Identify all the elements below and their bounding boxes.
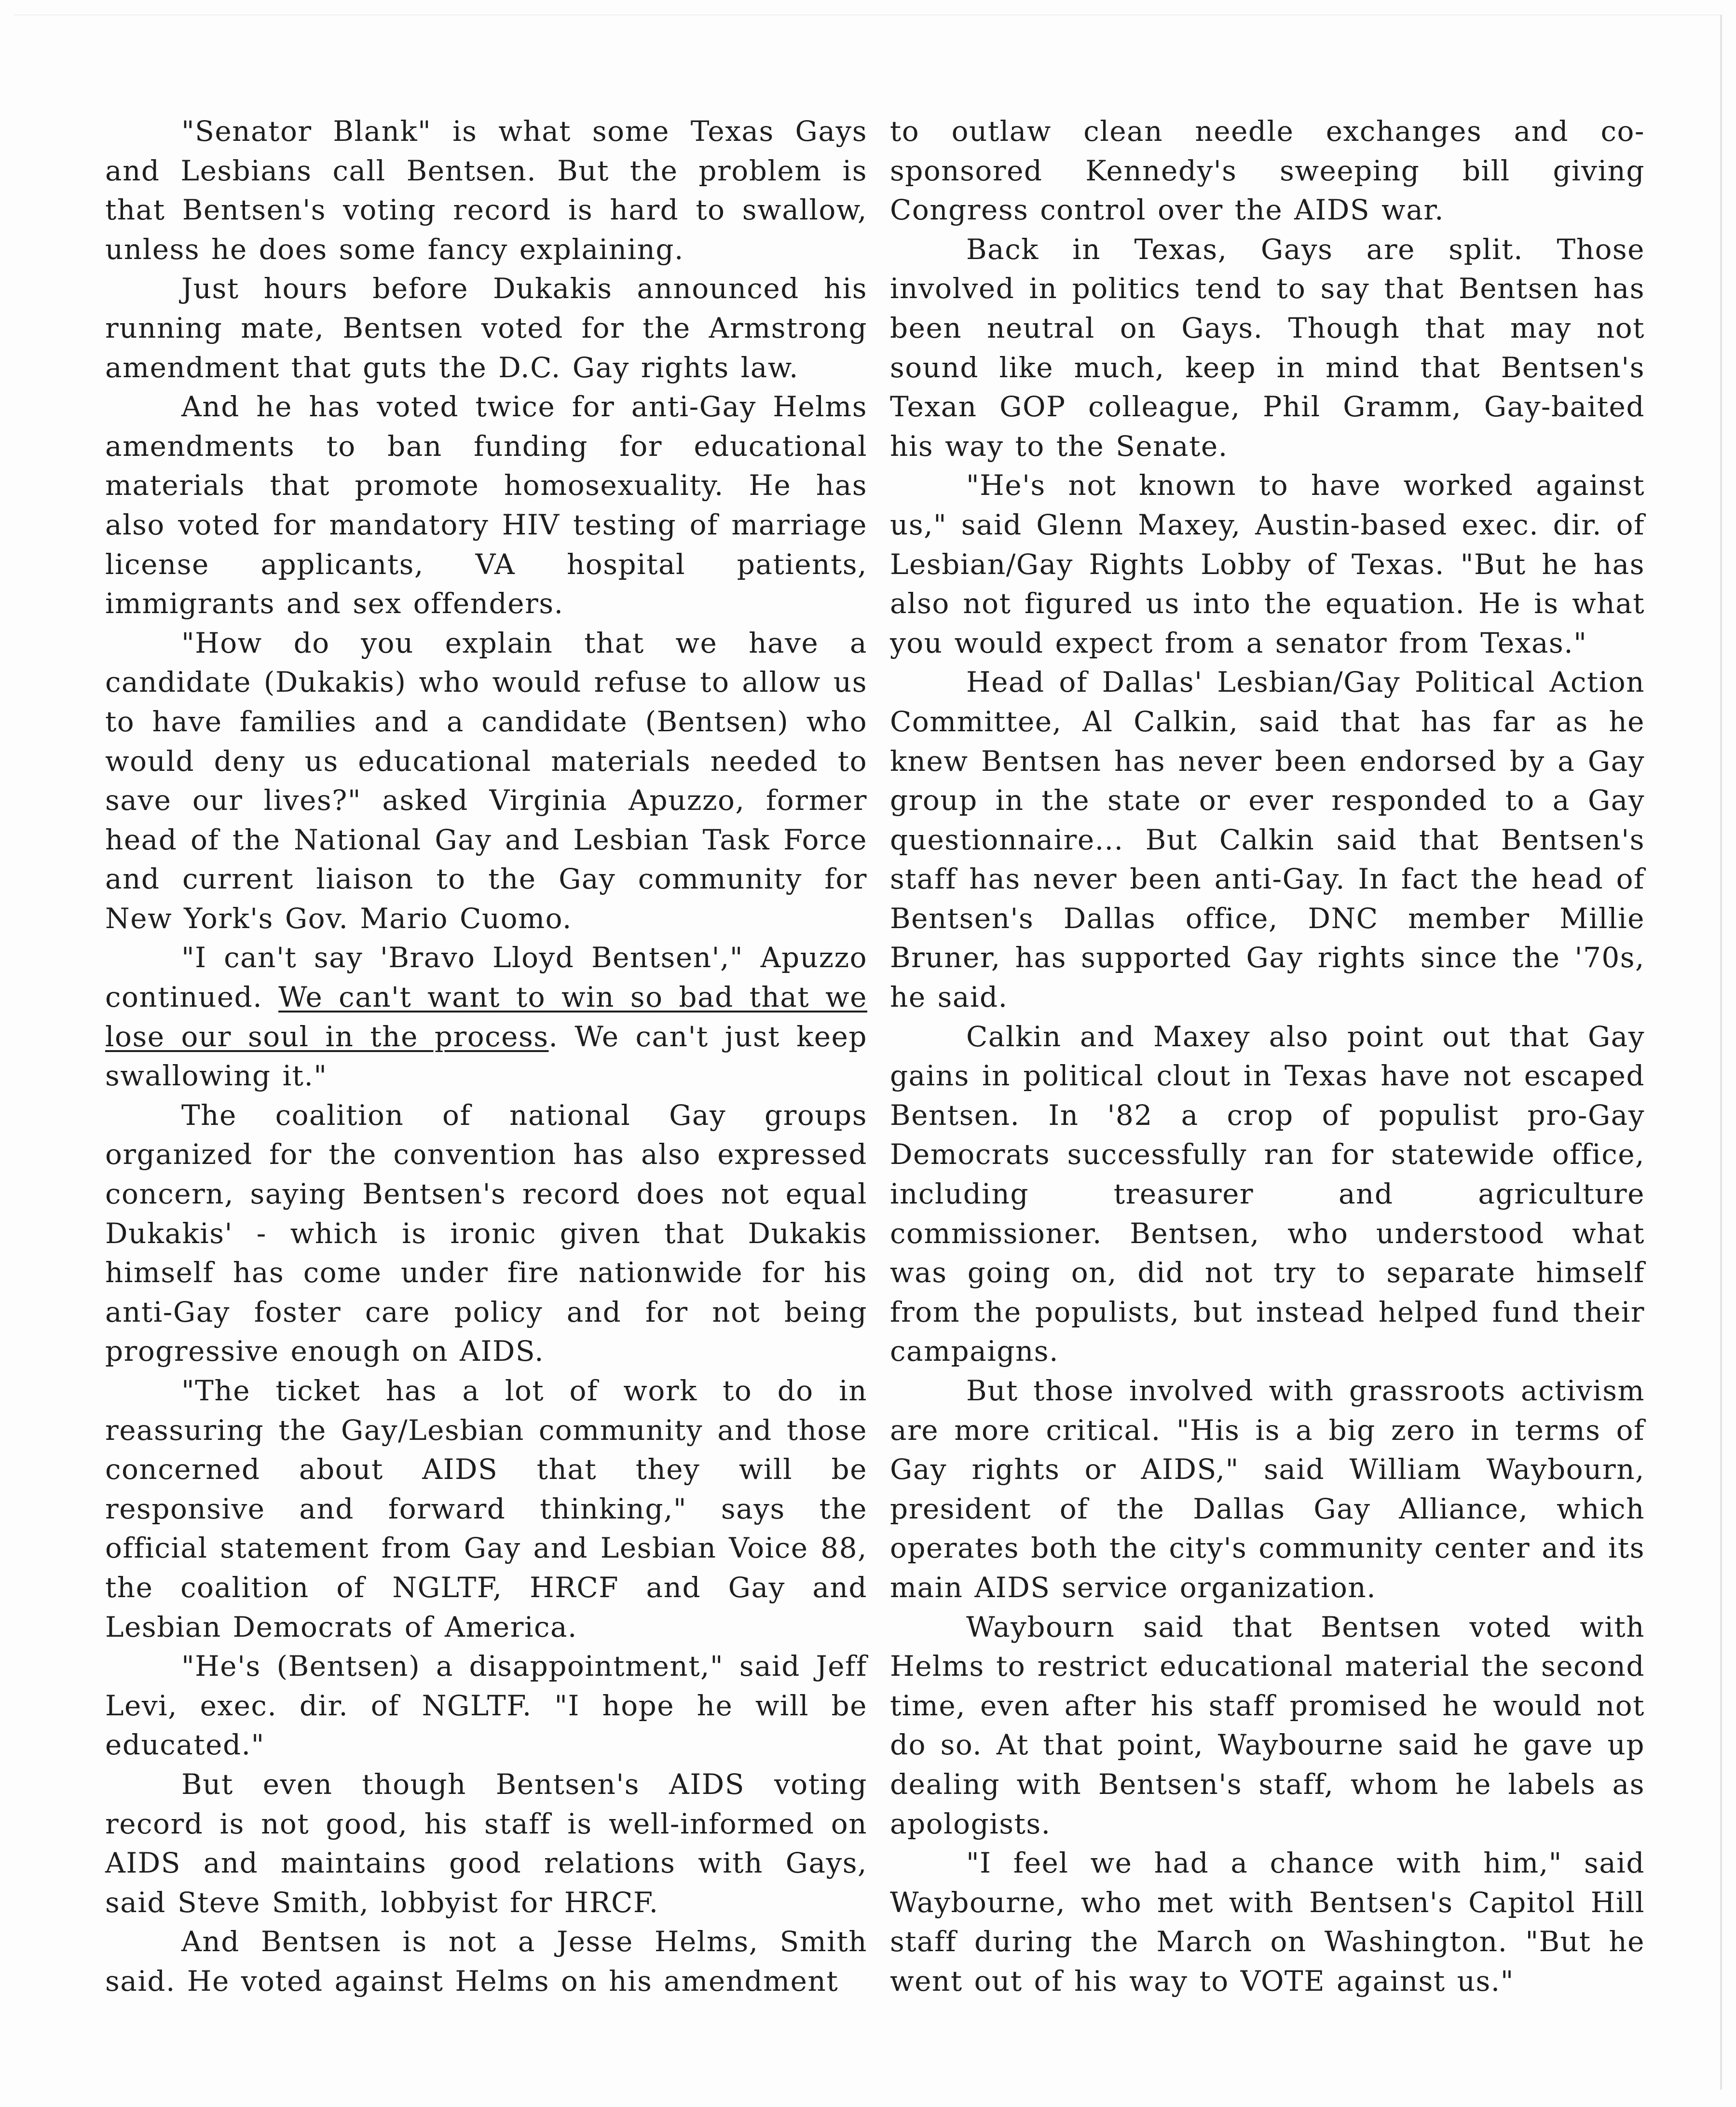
underlined-quote: We can't want to win so bad that we lose our soul in the process [105,981,867,1053]
left-column [105,112,867,2001]
paragraph: Head of Dallas' Lesbian/Gay Political Action Committee, Al Calkin, said that has far as he knew Bentsen has never been endorsed by a Gay group in the state or ever responded to a Gay questionnaire... But Calkin said that Bentsen's staff has never been anti-Gay. In fact the head of Bentsen's Dallas office, DNC member Millie Bruner, has supported Gay rights since the '70s, he said. [890,666,1645,1014]
paragraph: Just hours before Dukakis announced his running mate, Bentsen voted for the Armstrong amendment that guts the D.C. Gay rights law. [105,272,867,384]
paragraph: The coalition of national Gay groups organized for the convention has also expressed concern, saying Bentsen's record does not equal Dukakis' - which is ironic given that Dukakis himself has come under fire nationwide for his anti-Gay foster care policy and for not being progressive enough on AIDS. [105,1098,867,1368]
paragraph: Back in Texas, Gays are split. Those involved in politics tend to say that Bentsen has been neutral on Gays. Though that may not sound like much, keep in mind that Bentsen's Texan GOP colleague, Phil Gramm, Gay-baited his way to the Senate. [890,233,1645,463]
paragraph: Calkin and Maxey also point out that Gay gains in political clout in Texas have not escaped Bentsen. In '82 a crop of populist pro-Gay Democrats successfully ran for statewide office, including treasurer and agriculture commissioner. Bentsen, who understood what was going on, did not try to separate himself from the populists, but instead helped fund their campaigns. [890,1020,1645,1368]
paragraph: "I feel we had a chance with him," said Waybourne, who met with Bentsen's Capitol Hill staff during the March on Washington. "But he went out of his way to VOTE against us." [890,1847,1645,1998]
paragraph: "Senator Blank" is what some Texas Gays and Lesbians call Bentsen. But the problem is that Bentsen's voting record is hard to swallow, unless he does some fancy explaining. [105,115,867,266]
paragraph: And he has voted twice for anti-Gay Helms amendments to ban funding for educational materials that promote homosexuality. He has also voted for mandatory HIV testing of marriage license applicants, VA hospital patients, immigrants and sex offenders. [105,390,867,620]
paragraph: "He's (Bentsen) a disappointment," said Jeff Levi, exec. dir. of NGLTF. "I hope he will be educated." [105,1650,867,1762]
paragraph: And Bentsen is not a Jesse Helms, Smith said. He voted against Helms on his amendment [105,1925,867,1998]
paragraph [105,938,867,1095]
quote-text: . We can't just keep swallowing it." [105,1020,867,1093]
paragraph: But those involved with grassroots activism are more critical. "His is a big zero in terms of Gay rights or AIDS," said William Waybourn, president of the Dallas Gay Alliance, which operates both the city's community center and its main AIDS service organization. [890,1374,1645,1604]
paragraph: Waybourn said that Bentsen voted with Helms to restrict educational material the second time, even after his staff promised he would not do so. At that point, Waybourne said he gave up dealing with Bentsen's staff, whom he labels as apologists. [890,1610,1645,1840]
paragraph: "How do you explain that we have a candidate (Dukakis) who would refuse to allow us to have families and a candidate (Bentsen) who would deny us educational materials needed to save our lives?" asked Virginia Apuzzo, former head of the National Gay and Lesbian Task Force and current liaison to the Gay community for New York's Gov. Mario Cuomo. [105,626,867,935]
quote-text: "I can't say 'Bravo Lloyd Bentsen'," Apuzzo continued. [105,941,867,1014]
paragraph: "He's not known to have worked against us," said Glenn Maxey, Austin-based exec. dir. of Lesbian/Gay Rights Lobby of Texas. "But he has also not figured us into the equation. He is what you would expect from a senator from Texas." [890,469,1645,659]
paragraph-continuation: to outlaw clean needle exchanges and co-sponsored Kennedy's sweeping bill giving Congress control over the AIDS war. [890,115,1645,227]
right-column [890,112,1645,2001]
paragraph: But even though Bentsen's AIDS voting record is not good, his staff is well-informed on AIDS and maintains good relations with Gays, said Steve Smith, lobbyist for HRCF. [105,1767,867,1919]
paragraph: "The ticket has a lot of work to do in reassuring the Gay/Lesbian community and those concerned about AIDS that they will be responsive and forward thinking," says the official statement from Gay and Lesbian Voice 88, the coalition of NGLTF, HRCF and Gay and Lesbian Democrats of America. [105,1374,867,1643]
